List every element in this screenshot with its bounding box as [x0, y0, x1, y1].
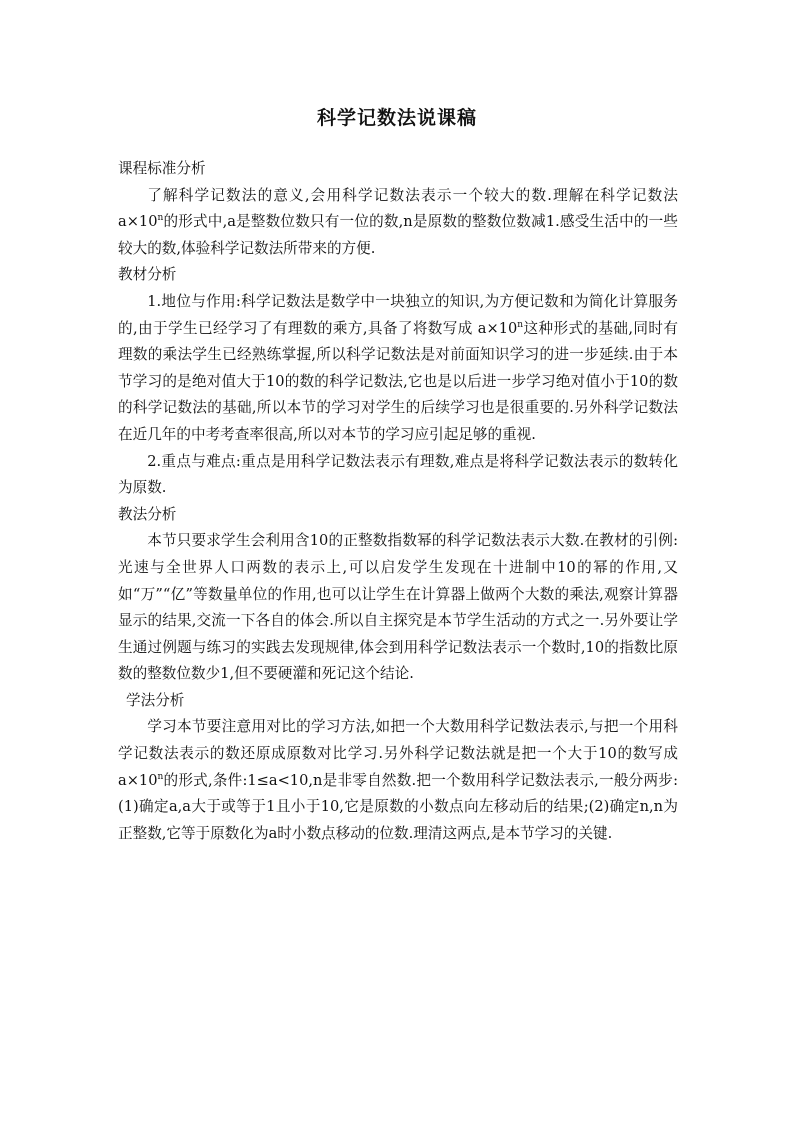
exponent-superscript: n: [517, 319, 524, 330]
section-paragraph: [118, 289, 678, 449]
paragraph-text: 2.重点与难点:重点是用科学记数法表示有理数,难点是将科学记数法表示的数转化为原数.: [118, 452, 678, 497]
paragraph-text: 这种形式的基础,同时有理数的乘法学生已经熟练掌握,所以科学记数法是对前面知识学习的进一步延续.由于本节学习的是绝对值大于10的数的科学记数法,它也是以后进一步学习绝对值小于10的数的科学记数法的基础,所以本节的学习对学生的后续学习也是很重要的.另外科学记数法在近几年的中考考查率很高,所以对本节的学习应引起足够的重视.: [118, 319, 678, 443]
paragraph-text: 的形式,条件:1≤a<10,n是非零自然数.把一个数用科学记数法表示,一般分两步:(1)确定a,a大于或等于1且小于10,它是原数的小数点向左移动后的结果;(2)确定n,n为正整数,它等于原数化为a时小数点移动的位数.理清这两点,是本节学习的关键.: [118, 771, 678, 842]
paragraph-text: 1.地位与作用:科学记数法是数学中一块独立的知识,为方便记数和为简化计算服务的,由于学生已经学习了有理数的乘方,具备了将数写成 a×10: [118, 292, 678, 337]
document-body: [118, 156, 678, 847]
exponent-superscript: n: [157, 771, 164, 782]
section-paragraph: [118, 714, 678, 847]
section-heading: 课程标准分析: [118, 160, 206, 177]
paragraph-text: 学习本节要注意用对比的学习方法,如把一个大数用科学记数法表示,与把一个用科学记数法表示的数还原成原数对比学习.另外科学记数法就是把一个大于10的数写成 a×10: [118, 718, 678, 789]
section-paragraph: [118, 449, 678, 502]
paragraph-text: 本节只要求学生会利用含10的正整数指数幂的科学记数法表示大数.在教材的引例:光速与全世界人口两数的表示上,可以启发学生发现在十进制中10的幂的作用,又如“万”“亿”等数量单位的作用,也可以让学生在计算器上做两个大数的乘法,观察计算器显示的结果,交流一下各自的体会.所以自主探究是本节学生活动的方式之一.另外要让学生通过例题与练习的实践去发现规律,体会到用科学记数法表示一个数时,10的指数比原数的整数位数少1,但不要硬灌和死记这个结论.: [118, 532, 678, 683]
document-title: 科学记数法说课稿: [316, 107, 477, 129]
exponent-superscript: n: [157, 213, 164, 224]
paragraph-text: 的形式中,a是整数位数只有一位的数,n是原数的整数位数减1.感受生活中的一些较大的数,体验科学记数法所带来的方便.: [118, 213, 678, 257]
section-paragraph: [118, 183, 678, 263]
section-heading: 教材分析: [118, 266, 177, 284]
section-heading: 教法分析: [118, 505, 177, 523]
section-paragraph: [118, 528, 678, 688]
section-heading: 学法分析: [126, 691, 185, 709]
paragraph-text: 了解科学记数法的意义,会用科学记数法表示一个较大的数.理解在科学记数法 a×10: [118, 186, 678, 231]
